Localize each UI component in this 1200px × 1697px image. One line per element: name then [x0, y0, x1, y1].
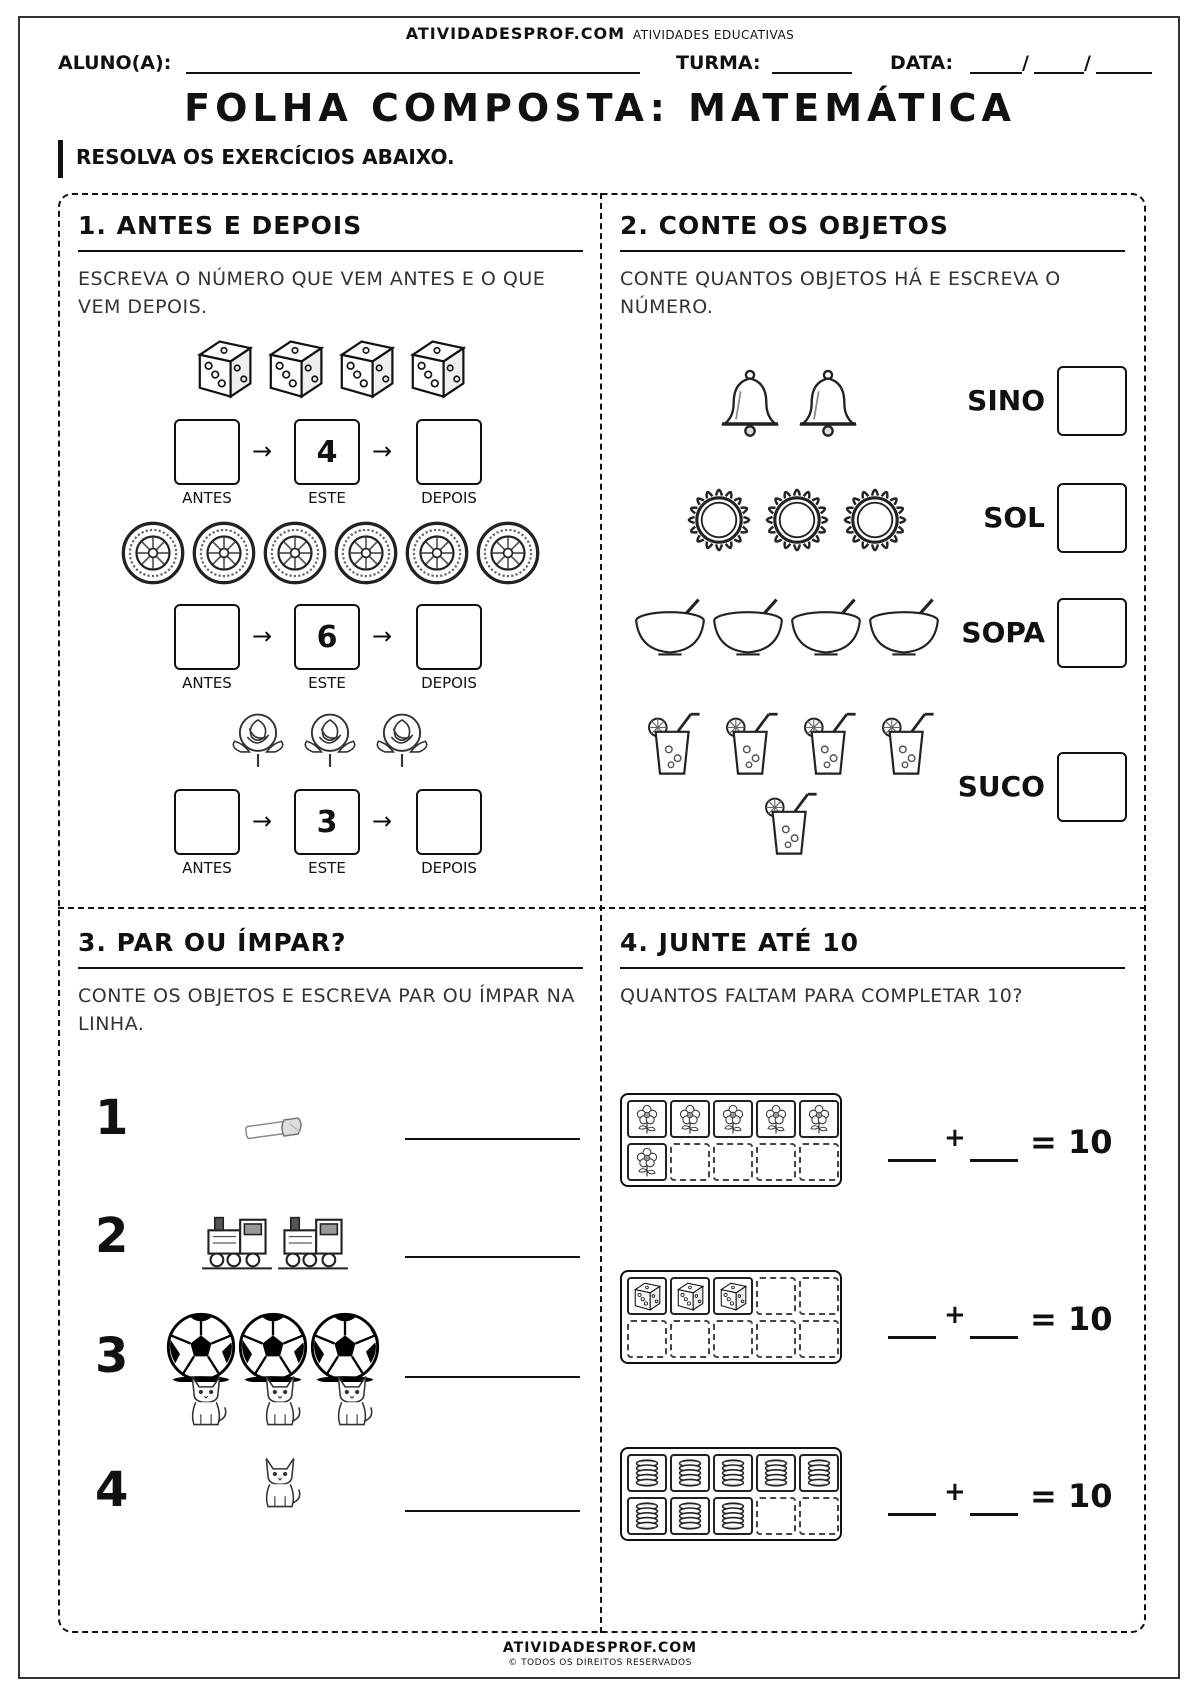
count-answer-box[interactable]: [1057, 752, 1127, 822]
item-number: 2: [95, 1208, 129, 1264]
label-after: DEPOIS: [421, 674, 477, 692]
filled-cell: [713, 1454, 753, 1492]
addend-blank-1[interactable]: [888, 1513, 936, 1516]
empty-cell: [756, 1143, 796, 1181]
dice-icon: [674, 1280, 706, 1316]
plus-sign: +: [944, 1123, 966, 1153]
site-subtitle: ATIVIDADES EDUCATIVAS: [633, 28, 795, 42]
date-year-field[interactable]: [1096, 72, 1152, 74]
count-answer-box[interactable]: [1057, 598, 1127, 668]
empty-cell: [799, 1143, 839, 1181]
flower-icon: [674, 1103, 706, 1139]
section-1-title: 1. ANTES E DEPOIS: [78, 211, 363, 240]
current-number-box: 6: [294, 604, 360, 670]
tire-icon: [475, 520, 541, 586]
empty-cell: [713, 1320, 753, 1358]
flower-icon: [631, 1146, 663, 1182]
section-1-instruction: ESCREVA O NÚMERO QUE VEM ANTES E O QUE VEM DEPOIS.: [78, 268, 546, 318]
filled-cell: [627, 1497, 667, 1535]
footer-site: ATIVIDADESPROF.COM: [502, 1640, 698, 1656]
rose-icon: [226, 705, 290, 769]
arrow-icon: →: [372, 437, 393, 465]
section-2-rule: [620, 250, 1125, 252]
object-word-label: SOPA: [961, 616, 1045, 649]
section-3-instruction: CONTE OS OBJETOS E ESCREVA PAR OU ÍMPAR NA LINHA.: [78, 985, 575, 1035]
site-name: ATIVIDADESPROF.COM: [405, 24, 625, 43]
soup-icon: [867, 590, 941, 664]
flower-icon: [760, 1103, 792, 1139]
dice-icon: [631, 1280, 663, 1316]
label-before: ANTES: [182, 674, 232, 692]
flower-icon: [717, 1103, 749, 1139]
ten-frame: [620, 1447, 842, 1541]
empty-cell: [756, 1277, 796, 1315]
tire-icon: [120, 520, 186, 586]
dice-icon: [333, 335, 399, 401]
grid-divider-horizontal: [58, 907, 1146, 909]
before-answer-box[interactable]: [174, 789, 240, 855]
filled-cell: [756, 1100, 796, 1138]
filled-cell: [713, 1100, 753, 1138]
plus-sign: +: [944, 1477, 966, 1507]
section-3-rule: [78, 967, 583, 969]
current-number-box: 4: [294, 419, 360, 485]
answer-line[interactable]: [405, 1138, 580, 1140]
item-number: 4: [95, 1462, 129, 1518]
addend-blank-2[interactable]: [970, 1513, 1018, 1516]
cat-icon: [322, 1368, 382, 1428]
cat-icon: [176, 1368, 236, 1428]
juice-icon: [794, 712, 860, 778]
item-number: 1: [95, 1090, 129, 1146]
addend-blank-2[interactable]: [970, 1159, 1018, 1162]
filled-cell: [799, 1454, 839, 1492]
rose-icon: [298, 705, 362, 769]
before-answer-box[interactable]: [174, 604, 240, 670]
dice-icon: [262, 335, 328, 401]
section-1-rule: [78, 250, 583, 252]
date-day-field[interactable]: [970, 72, 1022, 74]
spring-icon: [760, 1457, 792, 1493]
equals-ten: = 10: [1030, 1477, 1113, 1515]
cat-icon: [250, 1450, 310, 1510]
date-month-field[interactable]: [1034, 72, 1084, 74]
footer-rights: © TODOS OS DIREITOS RESERVADOS: [508, 1658, 692, 1668]
spring-icon: [717, 1457, 749, 1493]
item-number: 3: [95, 1328, 129, 1384]
flower-icon: [631, 1103, 663, 1139]
tire-icon: [333, 520, 399, 586]
tire-icon: [191, 520, 257, 586]
spring-icon: [631, 1457, 663, 1493]
date-separator: /: [1022, 52, 1029, 74]
empty-cell: [670, 1143, 710, 1181]
date-separator: /: [1084, 52, 1091, 74]
section-4-rule: [620, 967, 1125, 969]
train-icon: [200, 1206, 274, 1280]
juice-icon: [755, 792, 821, 858]
page-instruction: RESOLVA OS EXERCÍCIOS ABAIXO.: [76, 145, 455, 169]
addend-blank-1[interactable]: [888, 1159, 936, 1162]
spring-icon: [717, 1500, 749, 1536]
label-before: ANTES: [182, 489, 232, 507]
filled-cell: [713, 1277, 753, 1315]
sun-icon: [838, 483, 912, 557]
empty-cell: [799, 1497, 839, 1535]
empty-cell: [670, 1320, 710, 1358]
before-answer-box[interactable]: [174, 419, 240, 485]
section-4-title: 4. JUNTE ATÉ 10: [620, 928, 859, 957]
site-header: [0, 24, 1200, 43]
arrow-icon: →: [252, 622, 273, 650]
empty-cell: [756, 1497, 796, 1535]
filled-cell: [756, 1454, 796, 1492]
filled-cell: [670, 1277, 710, 1315]
dice-icon: [717, 1280, 749, 1316]
section-3-title: 3. PAR OU ÍMPAR?: [78, 928, 347, 957]
label-after: DEPOIS: [421, 859, 477, 877]
tire-icon: [262, 520, 328, 586]
bell-icon: [793, 368, 863, 438]
class-label: TURMA:: [676, 52, 761, 74]
flower-icon: [803, 1103, 835, 1139]
empty-cell: [627, 1320, 667, 1358]
page-title: FOLHA COMPOSTA: MATEMÁTICA: [184, 86, 1016, 130]
juice-icon: [716, 712, 782, 778]
label-before: ANTES: [182, 859, 232, 877]
cat-icon: [250, 1368, 310, 1428]
train-icon: [276, 1206, 350, 1280]
empty-cell: [799, 1320, 839, 1358]
arrow-icon: →: [252, 807, 273, 835]
object-word-label: SINO: [967, 384, 1045, 417]
count-answer-box[interactable]: [1057, 366, 1127, 436]
answer-line[interactable]: [405, 1256, 580, 1258]
equals-ten: = 10: [1030, 1300, 1113, 1338]
after-answer-box[interactable]: [416, 604, 482, 670]
object-word-label: SUCO: [957, 770, 1045, 803]
section-2-title: 2. CONTE OS OBJETOS: [620, 211, 949, 240]
current-number-box: 3: [294, 789, 360, 855]
filled-cell: [627, 1454, 667, 1492]
instruction-bar: [58, 140, 63, 178]
ten-frame: [620, 1093, 842, 1187]
label-this: ESTE: [308, 674, 346, 692]
label-this: ESTE: [308, 859, 346, 877]
filled-cell: [627, 1100, 667, 1138]
after-answer-box[interactable]: [416, 789, 482, 855]
soup-icon: [711, 590, 785, 664]
section-4-instruction: QUANTOS FALTAM PARA COMPLETAR 10?: [620, 985, 1023, 1007]
juice-icon: [638, 712, 704, 778]
grid-divider-vertical: [600, 193, 602, 1633]
equals-ten: = 10: [1030, 1123, 1113, 1161]
chalk-icon: [240, 1095, 310, 1165]
filled-cell: [670, 1100, 710, 1138]
empty-cell: [799, 1277, 839, 1315]
filled-cell: [627, 1143, 667, 1181]
arrow-icon: →: [372, 807, 393, 835]
soup-icon: [633, 590, 707, 664]
spring-icon: [674, 1500, 706, 1536]
answer-line[interactable]: [405, 1376, 580, 1378]
object-word-label: SOL: [983, 501, 1045, 534]
filled-cell: [670, 1497, 710, 1535]
bell-icon: [715, 368, 785, 438]
soup-icon: [789, 590, 863, 664]
tire-icon: [404, 520, 470, 586]
label-this: ESTE: [308, 489, 346, 507]
dice-icon: [191, 335, 257, 401]
spring-icon: [674, 1457, 706, 1493]
sun-icon: [760, 483, 834, 557]
student-label: ALUNO(A):: [58, 52, 172, 74]
answer-line[interactable]: [405, 1510, 580, 1512]
student-name-field[interactable]: [186, 72, 640, 74]
plus-sign: +: [944, 1300, 966, 1330]
juice-icon: [872, 712, 938, 778]
empty-cell: [756, 1320, 796, 1358]
addend-blank-2[interactable]: [970, 1336, 1018, 1339]
sun-icon: [682, 483, 756, 557]
count-answer-box[interactable]: [1057, 483, 1127, 553]
empty-cell: [713, 1143, 753, 1181]
addend-blank-1[interactable]: [888, 1336, 936, 1339]
filled-cell: [799, 1100, 839, 1138]
dice-icon: [404, 335, 470, 401]
spring-icon: [631, 1500, 663, 1536]
section-2-instruction: CONTE QUANTOS OBJETOS HÁ E ESCREVA O NÚMERO.: [620, 268, 1061, 318]
after-answer-box[interactable]: [416, 419, 482, 485]
ten-frame: [620, 1270, 842, 1364]
filled-cell: [713, 1497, 753, 1535]
date-label: DATA:: [890, 52, 954, 74]
label-after: DEPOIS: [421, 489, 477, 507]
filled-cell: [627, 1277, 667, 1315]
rose-icon: [370, 705, 434, 769]
filled-cell: [670, 1454, 710, 1492]
arrow-icon: →: [252, 437, 273, 465]
arrow-icon: →: [372, 622, 393, 650]
spring-icon: [803, 1457, 835, 1493]
class-field[interactable]: [772, 72, 852, 74]
